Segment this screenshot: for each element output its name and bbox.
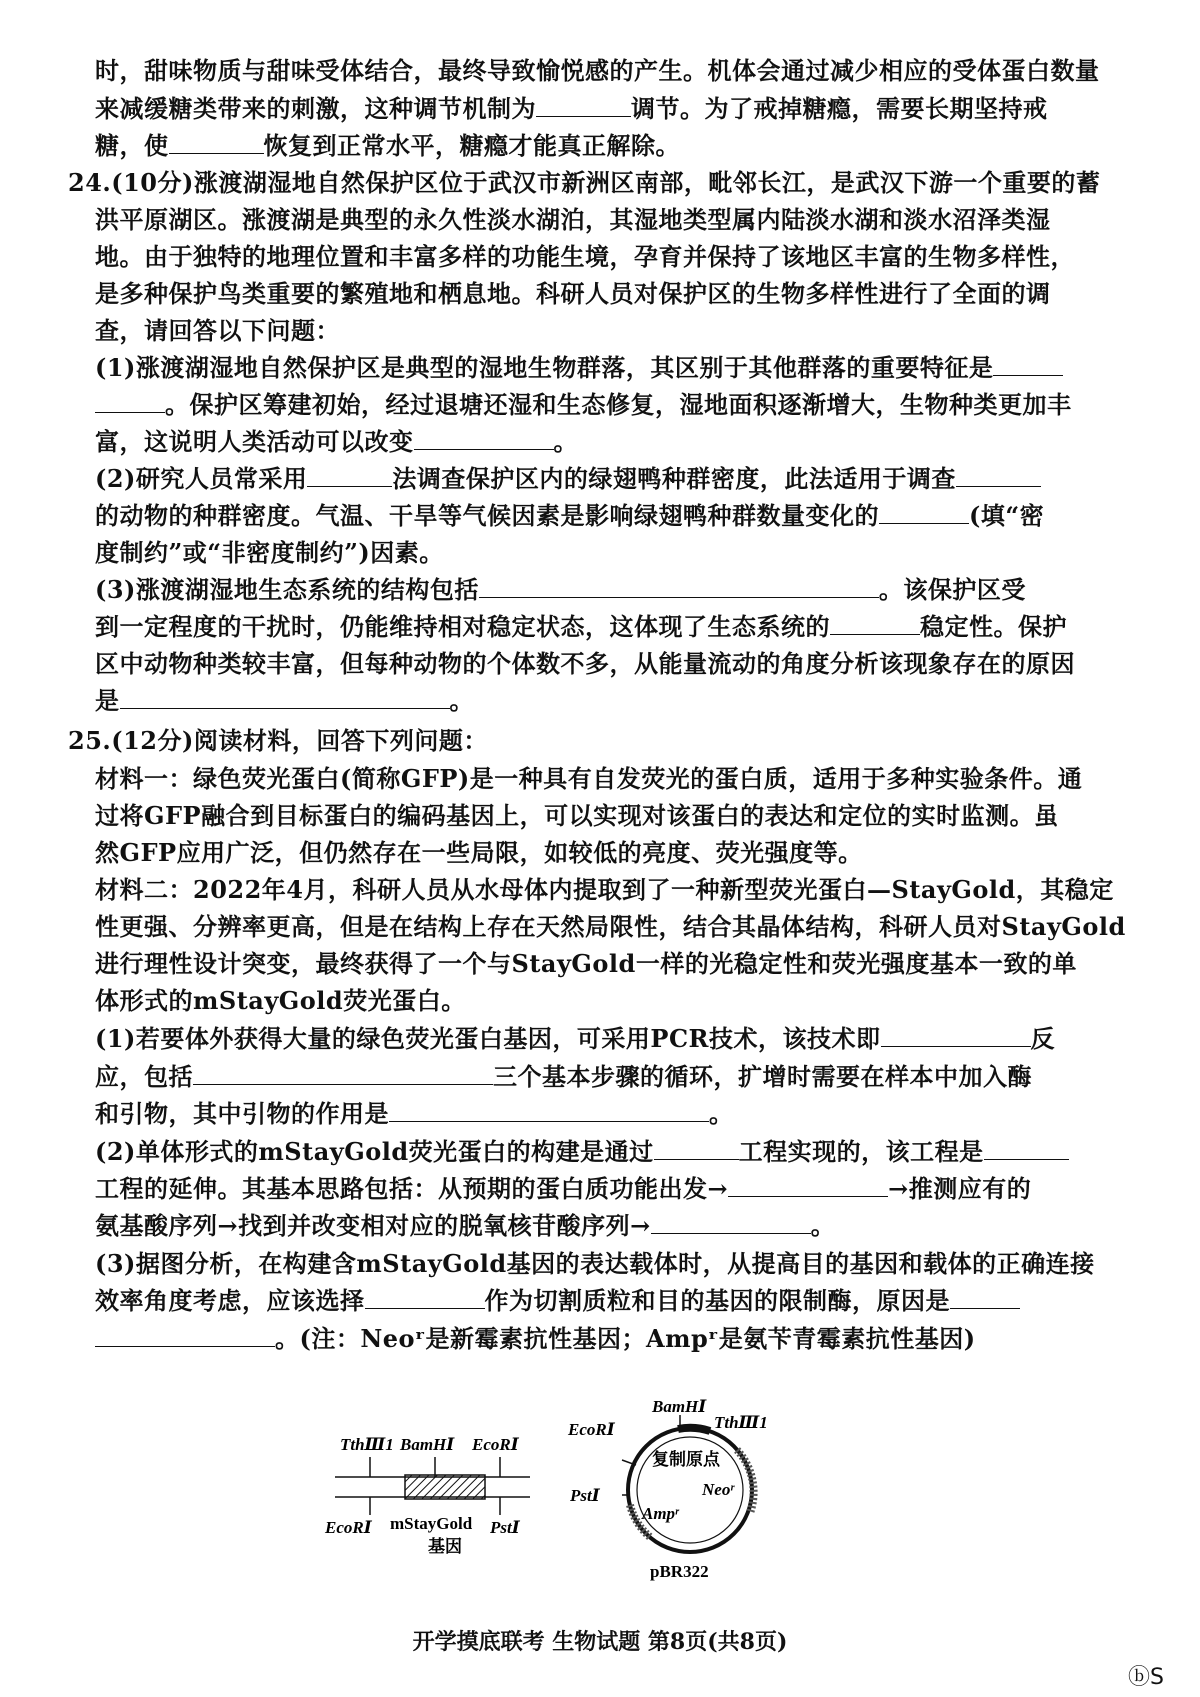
gene-name-label: mStayGold: [390, 1514, 473, 1533]
plasmid-name-label: pBR322: [650, 1562, 709, 1581]
material-line: 性更强、分辨率更高，但是在结构上存在天然局限性，结合其晶体结构，科研人员对StayGold: [95, 912, 1126, 941]
plasmid-tth-label: TthⅢ1: [714, 1413, 768, 1432]
material-line: 材料二：2022年4月，科研人员从水母体内提取到了一种新型荧光蛋白—StayGold，其稳定: [95, 875, 1114, 904]
gene-sub-label: 基因: [428, 1537, 462, 1556]
text-line: 氨基酸序列→找到并改变相对应的脱氧核苷酸序列→ 。: [95, 1207, 1105, 1245]
answer-blank[interactable]: [984, 1133, 1069, 1160]
answer-blank[interactable]: [169, 127, 264, 154]
text-line: 时，甜味物质与甜味受体结合，最终导致愉悦感的产生。机体会通过减少相应的受体蛋白数量: [95, 56, 1100, 85]
answer-blank[interactable]: [881, 1020, 1031, 1047]
text-line: (2)单体形式的mStayGold荧光蛋白的构建是通过 工程实现的，该工程是: [95, 1133, 1105, 1171]
plasmid-pbr322: [567, 1397, 768, 1581]
answer-blank[interactable]: [95, 386, 165, 413]
material-line: 然GFP应用广泛，但仍然存在一些局限，如较低的亮度、荧光强度等。: [95, 838, 863, 867]
text-line: 到一定程度的干扰时，仍能维持相对稳定状态，这体现了生态系统的 稳定性。保护: [95, 608, 1105, 646]
text-line: 度制约”或“非密度制约”)因素。: [95, 538, 444, 567]
text-line: 工程的延伸。其基本思路包括：从预期的蛋白质功能出发→ →推测应有的: [95, 1170, 1105, 1208]
text-line: 是 。: [95, 682, 1105, 720]
gene-fragment: [324, 1435, 530, 1556]
gene-plasmid-diagram: [325, 1395, 870, 1605]
text-line: 查，请回答以下问题：: [95, 316, 340, 345]
page-footer: 开学摸底联考 生物试题 第8页(共8页): [412, 1629, 788, 1655]
text-line: (3)涨渡湖湿地生态系统的结构包括 。该保护区受: [95, 571, 1105, 609]
answer-blank[interactable]: [879, 497, 969, 524]
plasmid-ori-label: 复制原点: [652, 1450, 720, 1469]
answer-blank[interactable]: [728, 1170, 888, 1197]
answer-blank[interactable]: [389, 1095, 709, 1122]
answer-blank[interactable]: [993, 349, 1063, 376]
answer-blank[interactable]: [120, 682, 450, 709]
answer-blank[interactable]: [479, 571, 879, 598]
text-line: (3)据图分析，在构建含mStayGold基因的表达载体时，从提高目的基因和载体的正确连接: [95, 1249, 1095, 1278]
psti-gene-label: PstⅠ: [490, 1518, 520, 1537]
answer-blank[interactable]: [365, 1282, 485, 1309]
material-line: 体形式的mStayGold荧光蛋白。: [95, 986, 466, 1015]
answer-blank[interactable]: [95, 1320, 275, 1347]
material-line: 过将GFP融合到目标蛋白的编码基因上，可以实现对该蛋白的表达和定位的实时监测。虽: [95, 801, 1059, 830]
text-line: 区中动物种类较丰富，但每种动物的个体数不多，从能量流动的角度分析该现象存在的原因: [95, 649, 1075, 678]
text-line: 糖，使 恢复到正常水平，糖瘾才能真正解除。: [95, 127, 1105, 165]
text-line: 的动物的种群密度。气温、干旱等气候因素是影响绿翅鸭种群数量变化的 (填“密: [95, 497, 1105, 535]
plasmid-bamhi-label: BamHⅠ: [652, 1397, 707, 1416]
text-line: 。(注：Neoʳ是新霉素抗性基因；Ampʳ是氨苄青霉素抗性基因): [95, 1320, 1105, 1358]
text-line: 来减缓糖类带来的刺激，这种调节机制为 调节。为了戒掉糖瘾，需要长期坚持戒: [95, 90, 1105, 128]
text-line: 是多种保护鸟类重要的繁殖地和栖息地。科研人员对保护区的生物多样性进行了全面的调: [95, 279, 1051, 308]
plasmid-ecori-label: EcoRⅠ: [568, 1420, 615, 1439]
answer-blank[interactable]: [654, 1133, 739, 1160]
text-line: 。保护区筹建初始，经过退塘还湿和生态修复，湿地面积逐渐增大，生物种类更加丰: [95, 386, 1105, 424]
material-line: 材料一：绿色荧光蛋白(简称GFP)是一种具有自发荧光的蛋白质，适用于多种实验条件。通: [95, 764, 1083, 793]
ecori-bottom-label: EcoRⅠ: [325, 1518, 372, 1537]
answer-blank[interactable]: [830, 608, 920, 635]
question-25-heading: 25.(12分)阅读材料，回答下列问题：: [68, 726, 488, 755]
text-line: 富，这说明人类活动可以改变 。: [95, 423, 1105, 461]
answer-blank[interactable]: [536, 90, 631, 117]
plasmid-amp-label: Ampʳ: [642, 1504, 679, 1523]
text-line: 应，包括 三个基本步骤的循环，扩增时需要在样本中加入酶: [95, 1058, 1105, 1096]
answer-blank[interactable]: [193, 1058, 493, 1085]
text-line: 洪平原湖区。涨渡湖是典型的永久性淡水湖泊，其湿地类型属内陆淡水湖和淡水沼泽类湿: [95, 205, 1051, 234]
text-line: (2)研究人员常采用 法调查保护区内的绿翅鸭种群密度，此法适用于调查: [95, 460, 1105, 498]
text-line: (1)涨渡湖湿地自然保护区是典型的湿地生物群落，其区别于其他群落的重要特征是: [95, 349, 1105, 387]
text-line: 效率角度考虑，应该选择 作为切割质粒和目的基因的限制酶，原因是: [95, 1282, 1105, 1320]
answer-blank[interactable]: [307, 460, 392, 487]
tth-site-label: TthⅢ1: [340, 1435, 394, 1454]
text-line: (1)若要体外获得大量的绿色荧光蛋白基因，可采用PCR技术，该技术即 反: [95, 1020, 1105, 1058]
text-line: 地。由于独特的地理位置和丰富多样的功能生境，孕育并保持了该地区丰富的生物多样性，: [95, 242, 1075, 271]
text-line: 和引物，其中引物的作用是 。: [95, 1095, 1105, 1133]
answer-blank[interactable]: [414, 423, 554, 450]
material-line: 进行理性设计突变，最终获得了一个与StayGold一样的光稳定性和荧光强度基本一致的单: [95, 949, 1077, 978]
answer-blank[interactable]: [950, 1282, 1020, 1309]
corner-stamp: ⓑS: [1128, 1665, 1164, 1690]
question-24-heading: 24.(10分)涨渡湖湿地自然保护区位于武汉市新洲区南部，毗邻长江，是武汉下游一个重要的蓄: [68, 168, 1101, 197]
bamhi-site-label: BamHⅠ: [400, 1435, 455, 1454]
answer-blank[interactable]: [651, 1207, 811, 1234]
answer-blank[interactable]: [956, 460, 1041, 487]
plasmid-psti-label: PstⅠ: [570, 1486, 600, 1505]
plasmid-neo-label: Neoʳ: [702, 1480, 734, 1499]
ecori-top-label: EcoRⅠ: [472, 1435, 519, 1454]
